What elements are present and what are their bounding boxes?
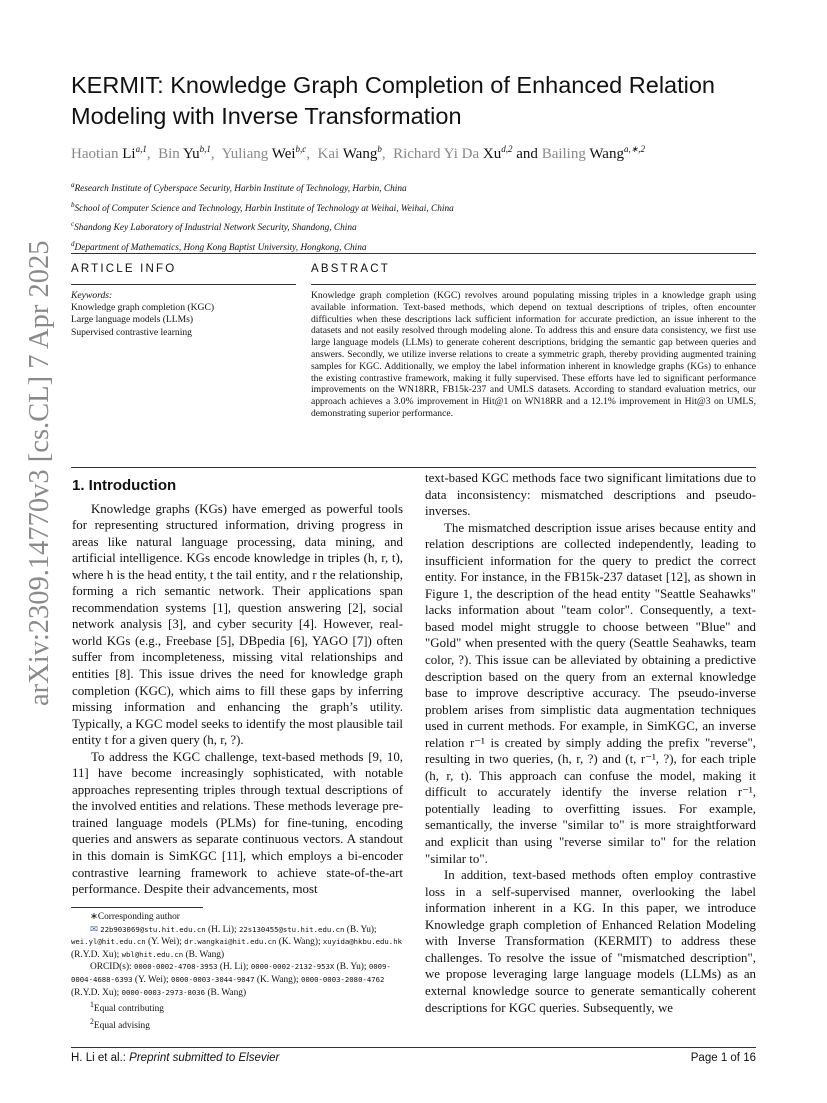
affiliations — [71, 178, 454, 256]
affiliation: $^c$Shandong Key Laboratory of Industrial Network Security, Shandong, China — [71, 220, 357, 234]
footnote: $^1$Equal contributing — [90, 1000, 164, 1015]
affiliation: $^a$Research Institute of Cyberspace Security, Harbin Institute of Technology, Harbin, China — [71, 181, 407, 195]
paragraph: text-based KGC methods face two significant limitations due to data inconsistency: mismatched descriptions and pseudo-inverses. — [425, 471, 756, 519]
footnote: $^2$Equal advising — [90, 1016, 150, 1031]
footer-status: Preprint submitted to Elsevier — [129, 1052, 280, 1064]
keyword: Knowledge graph completion (KGC) — [71, 302, 215, 314]
abstract-heading: ABSTRACT — [311, 263, 390, 275]
paragraph: In addition, text-based methods often employ contrastive loss in a self-supervised manner, overlooking the label information inherent in a KG. In this paper, we introduce Knowledge graph completion of Enhanced Relation Modeling with Inverse Transformation (KERMIT) to address these challenges. To resolve the issue of "mismatched description", we propose leveraging large language models (LLMs) as an external knowledge source to generate semantically coherent descriptions for KGC queries. Subsequently, we — [425, 868, 756, 1015]
keyword: Large language models (LLMs) — [71, 314, 194, 326]
footnote-rule — [71, 907, 203, 908]
footer-author: H. Li et al.: — [71, 1052, 126, 1064]
paragraph: To address the KGC challenge, text-based methods [9, 10, 11] have become increasingly sophisticated, with notable approaches representing triples through textual descriptions of the involved entities and relations. These methods leverage pre-trained language models (PLMs) for fine-tuning, encoding queries and answers as separate continuous vectors. A standout in this domain is SimKGC [11], which employs a bi-encoder contrastive learning framework to achieve state-of-the-art performance. Despite their advancements, most — [72, 749, 403, 897]
left-column — [72, 478, 403, 898]
paper-title: KERMIT: Knowledge Graph Completion of Enhanced Relation Modeling with Inverse Transformation — [71, 72, 716, 129]
orcid-list: ORCID(s): 0000-0002-4708-3953 (H. Li); 0000-0002-2132-953X (B. Yu); 0009-0004-4688-6393 (Y. Wei); 0000-0003-3044-9047 (K. Wang); 0000-0003-2080-4762 (R.Y.D. Xu); 0000-0003-2973-8036 (B. Wang) — [71, 962, 391, 998]
affiliation: $^b$School of Computer Science and Technology, Harbin Institute of Technology at Weihai, Weihai, China — [71, 200, 454, 214]
divider — [311, 284, 756, 285]
keywords-label: Keywords: — [71, 290, 113, 301]
email-list: ✉ 22b903069@stu.hit.edu.cn (H. Li); 22s130455@stu.hit.edu.cn (B. Yu); wei.yl@hit.edu.cn (Y. Wei); dr.wangkai@hit.edu.cn (K. Wang); xuyida@hkbu.edu.hk (R.Y.D. Xu); wbl@hit.edu.cn (B. Wang) — [71, 924, 402, 960]
divider — [71, 284, 296, 285]
section-heading: 1. Introduction — [72, 477, 177, 494]
author-list — [71, 144, 645, 163]
author: Kai Wang$^b$, — [317, 144, 390, 162]
paragraph: Knowledge graphs (KGs) have emerged as powerful tools for representing structured information, driving progress in areas like natural language processing, data mining, and artificial intelligence. KGs encode knowledge in triples (h, r, t), where h is the head entity, t the tail entity, and r the relationship, forming a rich semantic network. Their applications span recommendation systems [1], question answering [2], social network analysis [3], and cyber security [4]. However, real-world KGs (e.g., Freebase [5], DBpedia [6], YAGO [7]) often suffer from incompleteness, missing vital relationships and entities [8]. This issue drives the need for knowledge graph completion (KGC), which aims to fill these gaps by inferring missing information and enhancing the graph’s utility. Typically, a KGC model seeks to identify the most plausible tail entity t for a given query (h, r, ?). — [72, 501, 403, 748]
authors-and: and — [516, 146, 538, 162]
right-column — [425, 470, 756, 1016]
arxiv-stamp: arXiv:2309.14770v3 [cs.CL] 7 Apr 2025 — [24, 240, 55, 706]
divider — [71, 467, 756, 468]
affiliation: $^d$Department of Mathematics, Hong Kong Baptist University, Hongkong, China — [71, 239, 367, 253]
author: Haotian Li$^{a,1}$, — [71, 144, 155, 162]
email-icon: ✉ — [90, 924, 98, 935]
article-info-heading: ARTICLE INFO — [71, 263, 177, 275]
corresponding-author-note: ∗Corresponding author — [90, 912, 180, 922]
page-number: Page 1 of 16 — [690, 1052, 756, 1064]
author: Richard Yi Da Xu$^{d,2}$ — [393, 144, 513, 162]
page-footer — [71, 1052, 756, 1064]
keywords — [71, 290, 214, 339]
author: Bailing Wang$^{a,∗,2}$ — [541, 144, 646, 162]
footer-rule — [71, 1047, 756, 1048]
keyword: Supervised contrastive learning — [71, 326, 192, 338]
author: Yuliang Wei$^{b,c}$, — [221, 144, 314, 162]
author: Bin Yu$^{b,1}$, — [158, 144, 219, 162]
paragraph: The mismatched description issue arises because entity and relation descriptions are collected independently, leading to insufficient information for the query to predict the correct entity. For instance, in the FB15k-237 dataset [12], as shown in Figure 1, the description of the head entity "Seattle Seahawks" lacks information about "team color". Consequently, a text-based model might struggle to choose between "Blue" and "Gold" when presented with the query (Seattle Seahawks, team color, ?). This issue can be alleviated by obtaining a predictive description based on the query from an external knowledge base to improve descriptive accuracy. The pseudo-inverse problem arises from simplistic data augmentation techniques used in current methods. For example, in SimKGC, an inverse relation r⁻¹ is created by simply adding the prefix "reverse", resulting in two queries, (h, r, ?) and (t, r⁻¹, ?), for each triple (h, r, t). This approach can confuse the model, making it difficult to accurately identify the inverse relation r⁻¹, potentially leading to overfitting issues. For example, semantically, the inverse "similar to" is more straightforward and explicit than using "reverse similar to" for the relation "similar to". — [425, 520, 756, 866]
divider — [71, 253, 756, 254]
footnotes — [71, 911, 403, 1033]
abstract-text: Knowledge graph completion (KGC) revolves around populating missing triples in a knowledge graph using available information. Text-based methods, which depend on textual descriptions of triples, often encounter difficulties when these descriptions lack sufficient information for accurate prediction, an issue inherent to the datasets and not easily resolved through modeling alone. To address this and ensure data consistency, we first use large language models (LLMs) to generate coherent descriptions, bridging the semantic gap between queries and answers. Secondly, we utilize inverse relations to create a symmetric graph, thereby providing augmented training samples for KGC. Additionally, we employ the label information inherent in knowledge graphs (KGs) to enhance the existing contrastive framework, making it fully supervised. These efforts have led to significant performance improvements on the WN18RR, FB15k-237 and UMLS datasets. According to standard evaluation metrics, our approach achieves a 3.0% improvement in Hit@1 on WN18RR and a 12.1% improvement in Hit@3 on UMLS, demonstrating superior performance. — [311, 290, 756, 419]
